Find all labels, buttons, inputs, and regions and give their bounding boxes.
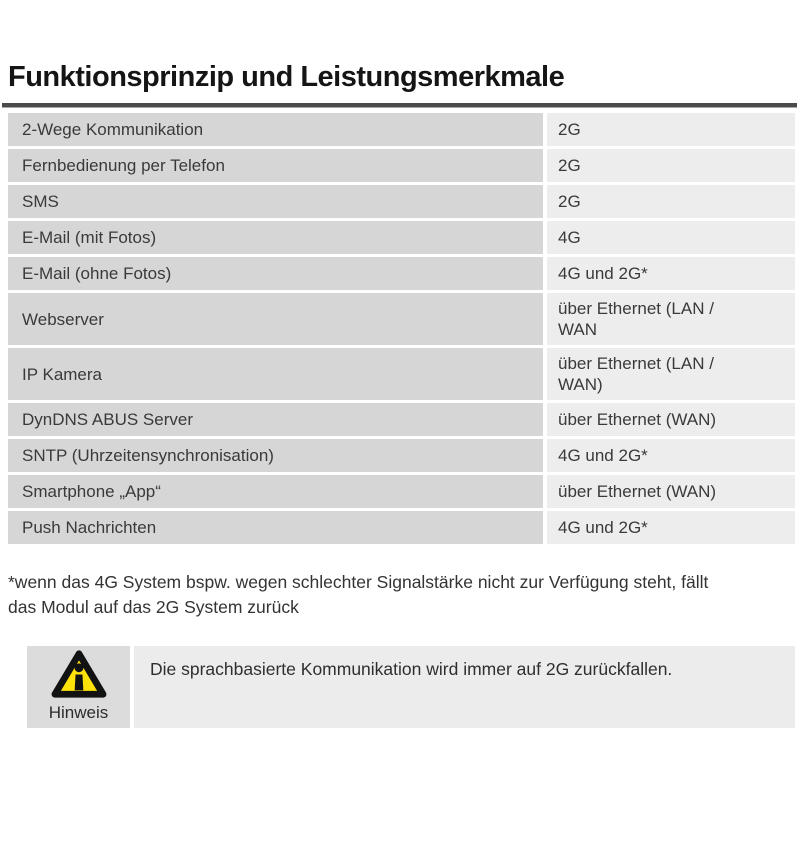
table-row bbox=[8, 185, 795, 218]
row-value-cell bbox=[547, 348, 795, 400]
note-icon-cell bbox=[27, 646, 130, 728]
row-value-cell bbox=[547, 149, 795, 182]
note-text-cell bbox=[134, 646, 795, 728]
row-label-cell bbox=[8, 475, 543, 508]
row-value: 2G bbox=[558, 120, 581, 139]
row-value: über Ethernet (WAN) bbox=[558, 410, 717, 429]
row-label: SNTP (Uhrzeitensynchronisation) bbox=[22, 446, 274, 465]
row-value: 2G bbox=[558, 156, 581, 175]
row-label-cell bbox=[8, 439, 543, 472]
row-value: über Ethernet (LAN / WAN bbox=[558, 299, 714, 339]
row-label-cell bbox=[8, 293, 543, 345]
row-value-cell bbox=[547, 439, 795, 472]
note-box bbox=[27, 646, 795, 728]
table-row bbox=[8, 348, 795, 400]
row-value-cell bbox=[547, 403, 795, 436]
row-value-cell bbox=[547, 113, 795, 146]
row-label: E-Mail (mit Fotos) bbox=[22, 228, 157, 247]
row-label-cell bbox=[8, 149, 543, 182]
row-value-cell bbox=[547, 475, 795, 508]
row-label: 2-Wege Kommunikation bbox=[22, 120, 204, 139]
row-label: Fernbedienung per Telefon bbox=[22, 156, 225, 175]
note-label: Hinweis bbox=[48, 703, 109, 722]
row-label: IP Kamera bbox=[22, 364, 103, 384]
table-row bbox=[8, 403, 795, 436]
table-row bbox=[8, 439, 795, 472]
title-rule bbox=[2, 103, 797, 108]
row-value: 4G bbox=[558, 228, 581, 247]
row-label: SMS bbox=[22, 192, 59, 211]
row-label: E-Mail (ohne Fotos) bbox=[22, 264, 172, 283]
page-title: Funktionsprinzip und Leistungsmerkmale bbox=[8, 61, 565, 93]
table-row bbox=[8, 221, 795, 254]
row-value: über Ethernet (LAN / WAN) bbox=[558, 354, 714, 394]
table-row bbox=[8, 511, 795, 544]
footnote: *wenn das 4G System bspw. wegen schlechter Signalstärke nicht zur Verfügung steht, fällt das Modul auf das 2G System zurück bbox=[8, 572, 709, 617]
table-row bbox=[8, 113, 795, 146]
warning-info-triangle-icon bbox=[50, 649, 108, 701]
row-value: 4G und 2G* bbox=[558, 446, 648, 465]
row-label-cell bbox=[8, 113, 543, 146]
table-row bbox=[8, 257, 795, 290]
row-label-cell bbox=[8, 185, 543, 218]
row-value: 4G und 2G* bbox=[558, 264, 648, 283]
row-value-cell bbox=[547, 511, 795, 544]
row-label-cell bbox=[8, 257, 543, 290]
row-label-cell bbox=[8, 221, 543, 254]
row-label: Push Nachrichten bbox=[22, 518, 157, 537]
row-value: 2G bbox=[558, 192, 581, 211]
row-value-cell bbox=[547, 257, 795, 290]
row-value-cell bbox=[547, 293, 795, 345]
row-label: DynDNS ABUS Server bbox=[22, 410, 193, 429]
row-label-cell bbox=[8, 511, 543, 544]
row-value: 4G und 2G* bbox=[558, 518, 648, 537]
row-label-cell bbox=[8, 403, 543, 436]
row-label-cell bbox=[8, 348, 543, 400]
table-row bbox=[8, 149, 795, 182]
spec-table bbox=[8, 113, 795, 544]
row-value-cell bbox=[547, 185, 795, 218]
row-value-cell bbox=[547, 221, 795, 254]
table-row bbox=[8, 475, 795, 508]
row-value: über Ethernet (WAN) bbox=[558, 482, 717, 501]
row-label: Smartphone „App“ bbox=[22, 482, 161, 501]
note-text: Die sprachbasierte Kommunikation wird immer auf 2G zurückfallen. bbox=[150, 659, 673, 679]
row-label: Webserver bbox=[22, 309, 104, 329]
table-row bbox=[8, 293, 795, 345]
